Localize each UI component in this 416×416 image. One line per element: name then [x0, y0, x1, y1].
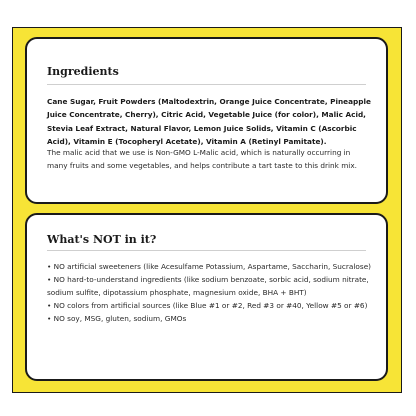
not-in-it-card: [25, 213, 388, 381]
ingredients-heading: Ingredients: [47, 65, 119, 78]
exclusion-item-hard-ingredients: • NO hard-to-understand ingredients (like sodium benzoate, sorbic acid, sodium nitrate, sodium sulfite, dipotassium phosphate, magnesium oxide, BHA + BHT): [47, 275, 369, 297]
ingredients-list-text: Cane Sugar, Fruit Powders (Maltodextrin, Orange Juice Concentrate, Pineapple Juice Concentrate, Cherry), Citric Acid, Vegetable Juice (for color), Malic Acid, Stevia Leaf Extract, Natural Flavor, Lemon Juice Solids, Vitamin C (Ascorbic Acid), Vitamin E (Tocopheryl Acetate), Vitamin A (Retinyl Pamitate).: [47, 97, 371, 146]
exclusion-item-allergens: • NO soy, MSG, gluten, sodium, GMOs: [47, 314, 187, 323]
exclusion-item-sweeteners: • NO artificial sweeteners (like Acesulfame Potassium, Aspartame, Saccharin, Sucralose): [47, 262, 372, 271]
heading-divider: [47, 250, 366, 251]
malic-acid-note: The malic acid that we use is Non-GMO L-Malic acid, which is naturally occurring in many fruits and some vegetables, and helps contribute a tart taste to this drink mix.: [47, 148, 357, 171]
exclusions-list: [47, 260, 373, 325]
exclusion-item-colors: • NO colors from artificial sources (like Blue #1 or #2, Red #3 or #40, Yellow #5 or #6): [47, 301, 368, 310]
heading-divider: [47, 84, 366, 85]
ingredients-card: [25, 37, 388, 204]
not-in-it-heading: What's NOT in it?: [47, 233, 157, 246]
